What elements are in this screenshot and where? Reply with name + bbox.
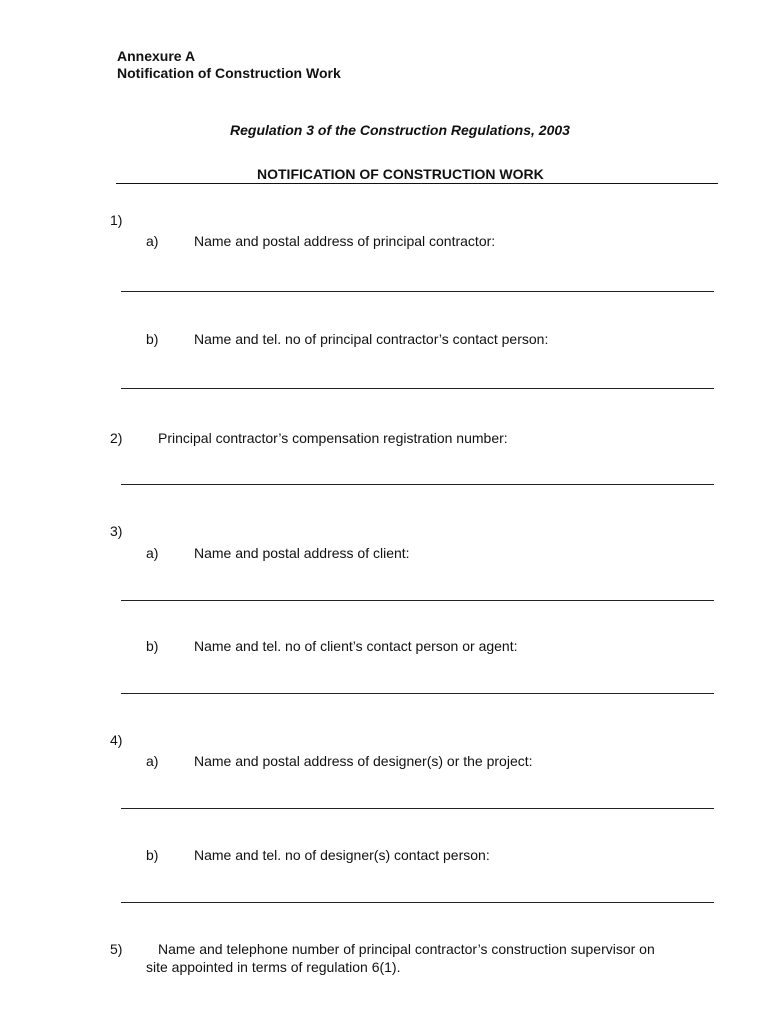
form-title: NOTIFICATION OF CONSTRUCTION WORK [257, 166, 544, 182]
section-4b-question: Name and tel. no of designer(s) contact person: [194, 847, 490, 863]
section-3-number: 3) [110, 523, 123, 539]
title-underline [116, 183, 718, 184]
answer-line-1a[interactable] [121, 291, 714, 292]
regulation-subtitle: Regulation 3 of the Construction Regulations, 2003 [230, 122, 570, 138]
section-2-question: Principal contractor’s compensation registration number: [158, 430, 508, 446]
answer-line-3b[interactable] [121, 693, 714, 694]
section-1a-letter: a) [146, 233, 159, 249]
section-4-number: 4) [110, 732, 123, 748]
answer-line-3a[interactable] [121, 600, 714, 601]
document-title: Notification of Construction Work [117, 65, 341, 81]
annexure-label: Annexure A [117, 48, 196, 64]
section-1a-question: Name and postal address of principal contractor: [194, 233, 496, 249]
section-5-question-line2: site appointed in terms of regulation 6(1). [146, 959, 401, 975]
section-3a-letter: a) [146, 545, 159, 561]
section-3b-letter: b) [146, 638, 159, 654]
section-5-number: 5) [110, 941, 123, 957]
answer-line-1b[interactable] [121, 388, 714, 389]
section-5-question-line1: Name and telephone number of principal contractor’s construction supervisor on [158, 941, 655, 957]
section-4b-letter: b) [146, 847, 159, 863]
section-2-number: 2) [110, 430, 123, 446]
section-3a-question: Name and postal address of client: [194, 545, 410, 561]
section-1b-question: Name and tel. no of principal contractor’s contact person: [194, 331, 549, 347]
section-3b-question: Name and tel. no of client’s contact person or agent: [194, 638, 518, 654]
section-4a-question: Name and postal address of designer(s) or the project: [194, 753, 533, 769]
section-1-number: 1) [110, 212, 123, 228]
answer-line-4a[interactable] [121, 808, 714, 809]
section-1b-letter: b) [146, 331, 159, 347]
section-4a-letter: a) [146, 753, 159, 769]
answer-line-2[interactable] [121, 484, 714, 485]
answer-line-4b[interactable] [121, 902, 714, 903]
